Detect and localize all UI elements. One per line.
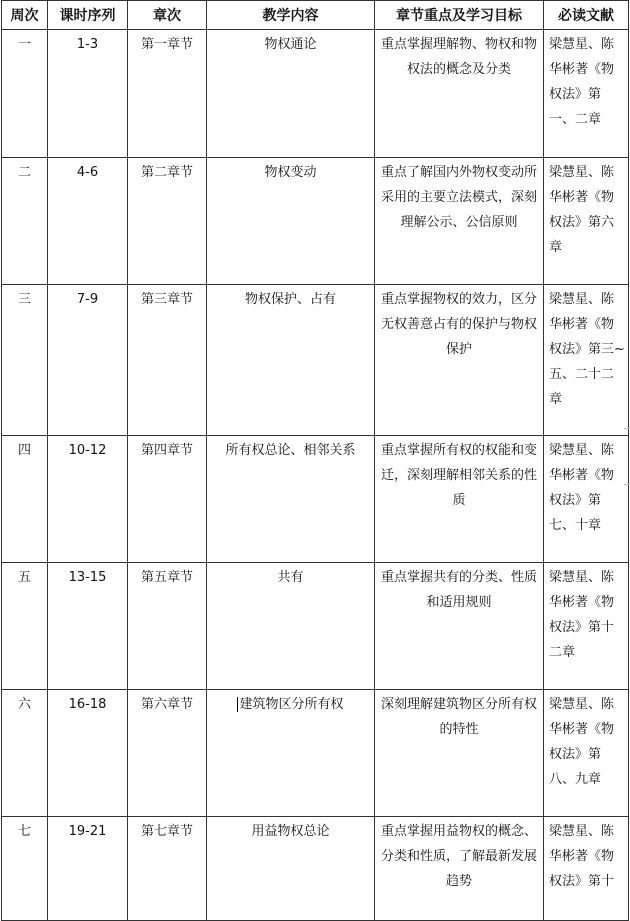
- cell-chapter: 第四章节: [128, 436, 207, 563]
- cell-chapter: 第七章节: [128, 817, 207, 921]
- cell-order: 19-21: [48, 817, 128, 921]
- header-goal: 章节重点及学习目标: [375, 1, 544, 30]
- margin-mark: [624, 484, 630, 485]
- cell-week: 三: [2, 285, 48, 436]
- cell-order: 1-3: [48, 30, 128, 158]
- cell-order: 7-9: [48, 285, 128, 436]
- cell-chapter: 第六章节: [128, 690, 207, 817]
- cell-week: 二: [2, 158, 48, 285]
- cell-reading: 梁慧星、陈华彬著《物权法》第十二章: [544, 563, 629, 690]
- table-row: [2, 690, 629, 817]
- cell-order: 10-12: [48, 436, 128, 563]
- cell-content: 物权保护、占有: [207, 285, 375, 436]
- cell-reading: 梁慧星、陈华彬著《物权法》第八、九章: [544, 690, 629, 817]
- cell-week: 四: [2, 436, 48, 563]
- cell-order: 16-18: [48, 690, 128, 817]
- header-row: [2, 1, 629, 30]
- cell-reading: 梁慧星、陈华彬著《物权法》第三~五、二十二章: [544, 285, 629, 436]
- syllabus-table: [1, 0, 629, 921]
- cell-goal: 重点了解国内外物权变动所采用的主要立法模式，深刻理解公示、公信原则: [375, 158, 544, 285]
- cell-content: 所有权总论、相邻关系: [207, 436, 375, 563]
- cell-week: 五: [2, 563, 48, 690]
- cell-reading: 梁慧星、陈华彬著《物权法》第一、二章: [544, 30, 629, 158]
- cell-goal: 重点掌握所有权的权能和变迁，深刻理解相邻关系的性质: [375, 436, 544, 563]
- cell-week: 一: [2, 30, 48, 158]
- header-chapter: 章次: [128, 1, 207, 30]
- cell-goal: 深刻理解建筑物区分所有权的特性: [375, 690, 544, 817]
- cell-goal: 重点掌握理解物、物权和物权法的概念及分类: [375, 30, 544, 158]
- cell-goal: 重点掌握物权的效力，区分无权善意占有的保护与物权保护: [375, 285, 544, 436]
- cell-chapter: 第二章节: [128, 158, 207, 285]
- cell-order: 4-6: [48, 158, 128, 285]
- table-row: [2, 436, 629, 563]
- header-week: 周次: [2, 1, 48, 30]
- cell-chapter: 第五章节: [128, 563, 207, 690]
- table-row: [2, 285, 629, 436]
- cell-reading: 梁慧星、陈华彬著《物权法》第六章: [544, 158, 629, 285]
- table-row: [2, 158, 629, 285]
- table-row: [2, 817, 629, 921]
- cell-reading: 梁慧星、陈华彬著《物权法》第十: [544, 817, 629, 921]
- cell-chapter: 第一章节: [128, 30, 207, 158]
- cell-content: 物权变动: [207, 158, 375, 285]
- cell-week: 七: [2, 817, 48, 921]
- margin-mark: [624, 428, 630, 429]
- cell-chapter: 第三章节: [128, 285, 207, 436]
- header-order: 课时序列: [48, 1, 128, 30]
- cell-content: [207, 690, 375, 817]
- table-row: [2, 30, 629, 158]
- cell-goal: 重点掌握用益物权的概念、分类和性质，了解最新发展趋势: [375, 817, 544, 921]
- cell-reading: 梁慧星、陈华彬著《物权法》第七、十章: [544, 436, 629, 563]
- cell-goal: 重点掌握共有的分类、性质和适用规则: [375, 563, 544, 690]
- table-row: [2, 563, 629, 690]
- cell-content: 用益物权总论: [207, 817, 375, 921]
- cell-week: 六: [2, 690, 48, 817]
- cell-order: 13-15: [48, 563, 128, 690]
- cell-content: 共有: [207, 563, 375, 690]
- cell-content-text: 建筑物区分所有权: [239, 697, 344, 712]
- cell-content: 物权通论: [207, 30, 375, 158]
- header-reading: 必读文献: [544, 1, 629, 30]
- header-content: 教学内容: [207, 1, 375, 30]
